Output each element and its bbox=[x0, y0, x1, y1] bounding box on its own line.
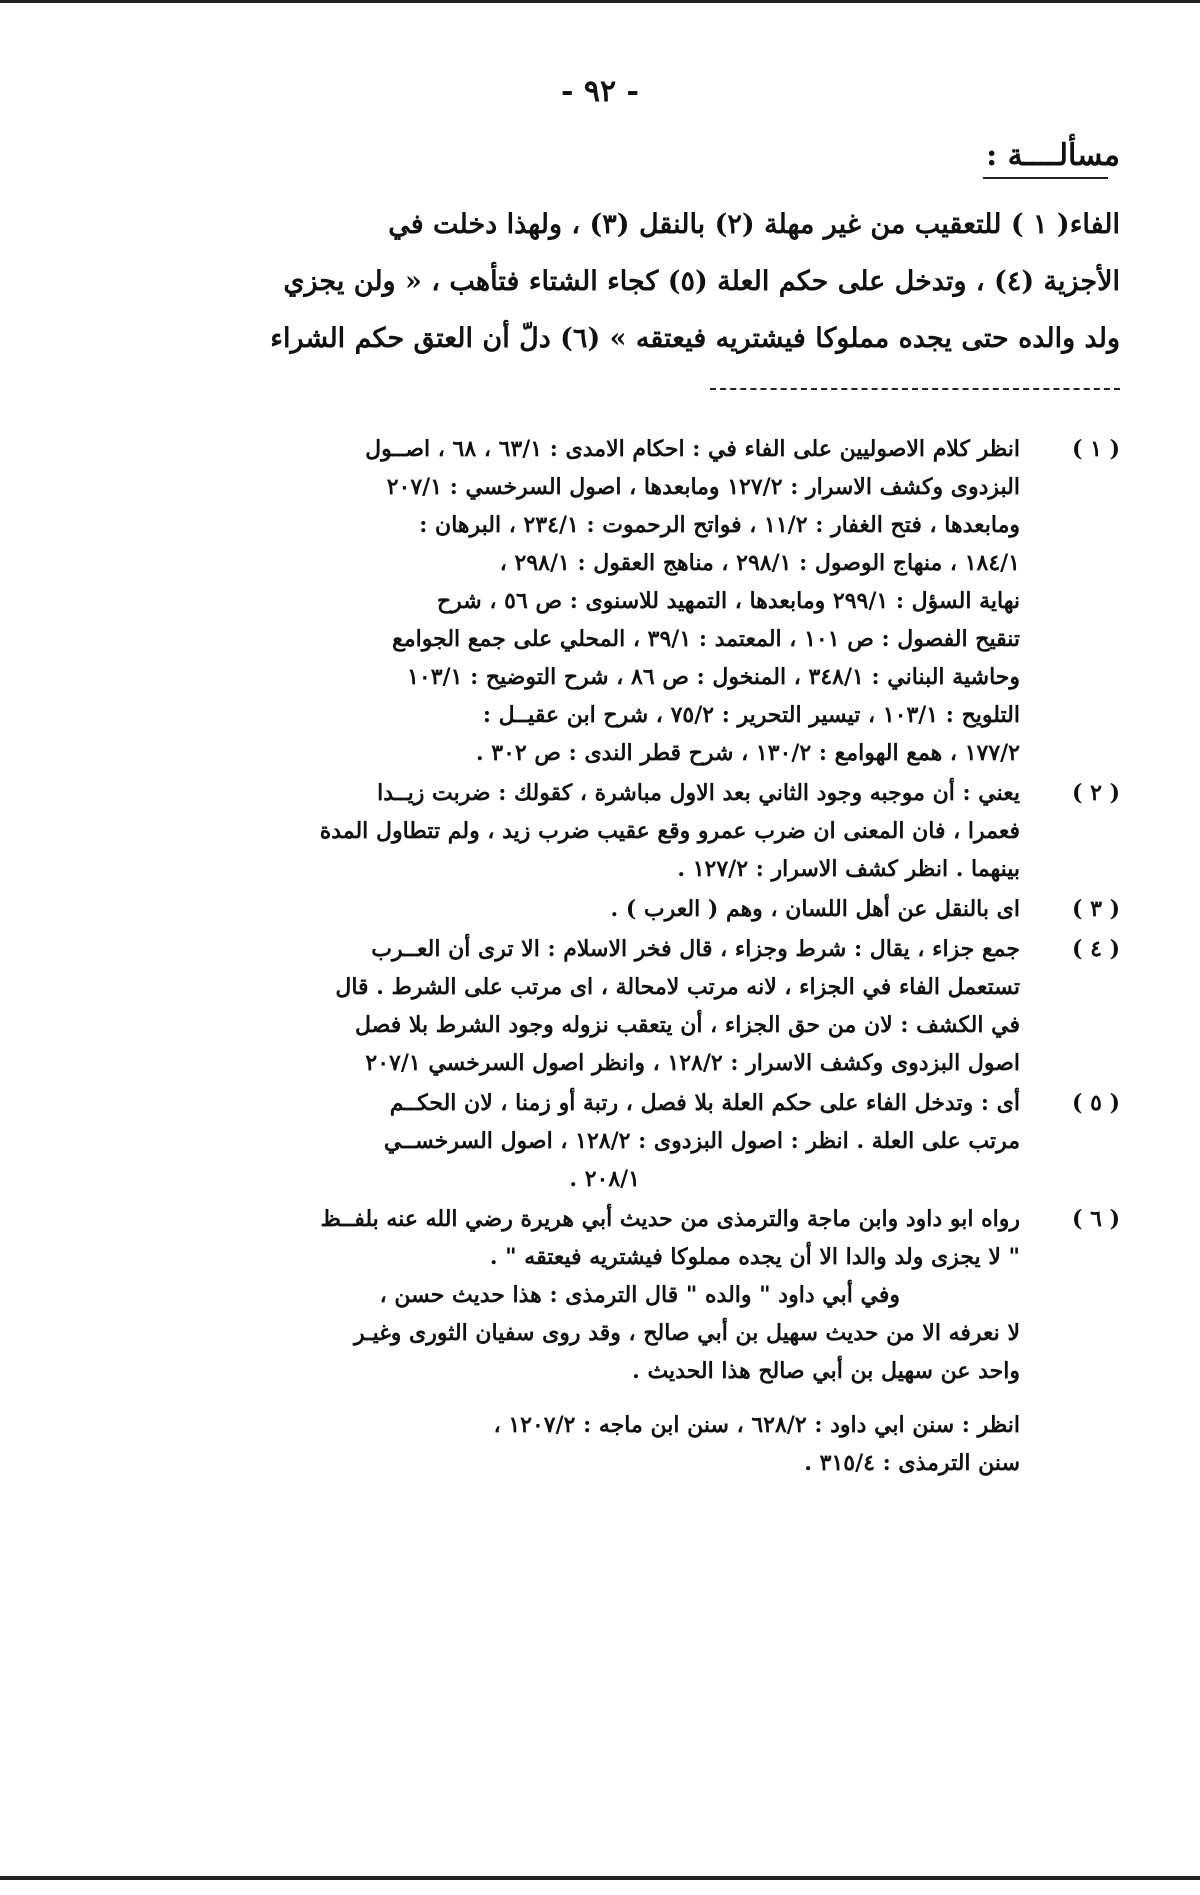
footnote-line: في الكشف : لان من حق الجزاء ، أن يتعقب نزوله وجود الشرط بلا فصل bbox=[354, 1012, 1020, 1038]
main-paragraph bbox=[160, 196, 1120, 367]
footnote-2 bbox=[160, 774, 1120, 888]
footnote-line: ٢٠٨/١ . bbox=[569, 1166, 640, 1192]
footnote-line: تستعمل الفاء في الجزاء ، لانه مرتب لامحالة ، اى مرتب على الشرط . قال bbox=[335, 974, 1020, 1000]
footnote-marker: ( ٤ ) bbox=[1072, 936, 1120, 962]
footnote-line: البزدوى وكشف الاسرار : ١٢٧/٢ ومابعدها ، اصول السرخسي : ٢٠٧/١ bbox=[386, 474, 1020, 500]
footnote-4 bbox=[160, 930, 1120, 1082]
footnote-marker: ( ٢ ) bbox=[1072, 780, 1120, 806]
footnote-line: واحد عن سهيل بن أبي صالح هذا الحديث . bbox=[632, 1358, 1020, 1384]
footnote-line: " لا يجزى ولد والدا الا أن يجده مملوكا فيشتريه فيعتقه " . bbox=[489, 1244, 1020, 1270]
main-line: الفاء( ١ ) للتعقيب من غير مهلة (٢) بالنقل (٣) ، ولهذا دخلت في bbox=[388, 209, 1120, 240]
reference-line: انظر : سنن ابي داود : ٦٢٨/٢ ، سنن ابن ماجه : ١٢٠٧/٢ ، bbox=[493, 1412, 1020, 1438]
footnote-line: أى : وتدخل الفاء على حكم العلة بلا فصل ، رتبة أو زمنا ، لان الحكــم bbox=[389, 1090, 1020, 1116]
footnote-separator bbox=[710, 388, 1120, 390]
footnote-line: التلويح : ١٠٣/١ ، تيسير التحرير : ٧٥/٢ ، شرح ابن عقيــل : bbox=[482, 702, 1020, 728]
footnote-marker: ( ٦ ) bbox=[1072, 1206, 1120, 1232]
footnote-line: اى بالنقل عن أهل اللسان ، وهم ( العرب ) . bbox=[610, 896, 1020, 922]
footnote-marker: ( ٣ ) bbox=[1072, 896, 1120, 922]
footnote-line: تنقيح الفصول : ص ١٠١ ، المعتمد : ٣٩/١ ، المحلي على جمع الجوامع bbox=[392, 626, 1020, 652]
footnote-line: وفي أبي داود " والده " قال الترمذى : هذا حديث حسن ، bbox=[379, 1282, 900, 1308]
footnote-line: انظر كلام الاصوليين على الفاء في : احكام الامدى : ٦٣/١ ، ٦٨ ، اصــول bbox=[365, 436, 1020, 462]
reference-line: سنن الترمذى : ٣١٥/٤ . bbox=[804, 1450, 1020, 1476]
footnote-line: مرتب على العلة . انظر : اصول البزدوى : ١٢٨/٢ ، اصول السرخســي bbox=[383, 1128, 1020, 1154]
footnote-marker: ( ٥ ) bbox=[1072, 1090, 1120, 1116]
footnote-line: بينهما . انظر كشف الاسرار : ١٢٧/٢ . bbox=[677, 856, 1020, 882]
heading-underline bbox=[983, 177, 1108, 179]
footnote-line: وحاشية البناني : ٣٤٨/١ ، المنخول : ص ٨٦ ، شرح التوضيح : ١٠٣/١ bbox=[407, 664, 1020, 690]
footnote-line: لا نعرفه الا من حديث سهيل بن أبي صالح ، وقد روى سفيان الثورى وغيـر bbox=[354, 1320, 1020, 1346]
footnote-line: اصول البزدوى وكشف الاسرار : ١٢٨/٢ ، وانظر اصول السرخسي ٢٠٧/١ bbox=[365, 1050, 1020, 1076]
section-heading: مسألــــة : bbox=[986, 138, 1120, 173]
main-line: ولد والده حتى يجده مملوكا فيشتريه فيعتقه » (٦) دلّ أن العتق حكم الشراء bbox=[270, 323, 1120, 354]
footnote-line: يعني : أن موجبه وجود الثاني بعد الاول مباشرة ، كقولك : ضربت زيــدا bbox=[377, 780, 1020, 806]
footnote-line: ١٧٧/٢ ، همع الهوامع : ١٣٠/٢ ، شرح قطر الندى : ص ٣٠٢ . bbox=[475, 740, 1020, 766]
scan-bottom-border bbox=[0, 1876, 1200, 1880]
footnote-6 bbox=[160, 1200, 1120, 1482]
footnote-line: رواه ابو داود وابن ماجة والترمذى من حديث أبي هريرة رضي الله عنه بلفــظ bbox=[320, 1206, 1020, 1232]
footnote-1 bbox=[160, 430, 1120, 772]
footnote-line: نهاية السؤل : ٢٩٩/١ ومابعدها ، التمهيد للاسنوى : ص ٥٦ ، شرح bbox=[436, 588, 1020, 614]
footnote-line: فعمرا ، فان المعنى ان ضرب عمرو وقع عقيب ضرب زيد ، ولم تتطاول المدة bbox=[319, 818, 1020, 844]
scan-top-border bbox=[0, 0, 1200, 3]
footnote-line: ومابعدها ، فتح الغفار : ١١/٢ ، فواتح الرحموت : ٢٣٤/١ ، البرهان : bbox=[419, 512, 1020, 538]
footnote-marker: ( ١ ) bbox=[1072, 436, 1120, 462]
footnote-5 bbox=[160, 1084, 1120, 1198]
main-line: الأجزية (٤) ، وتدخل على حكم العلة (٥) كجاء الشتاء فتأهب ، « ولن يجزي bbox=[283, 266, 1120, 297]
footnote-references bbox=[160, 1406, 1020, 1482]
footnote-line: ١٨٤/١ ، منهاج الوصول : ٢٩٨/١ ، مناهج العقول : ٢٩٨/١ ، bbox=[499, 550, 1020, 576]
footnote-line: جمع جزاء ، يقال : شرط وجزاء ، قال فخر الاسلام : الا ترى أن العــرب bbox=[371, 936, 1020, 962]
page-number: - ٩٢ - bbox=[560, 74, 640, 109]
footnote-3 bbox=[160, 890, 1120, 928]
footnotes bbox=[160, 430, 1120, 1484]
